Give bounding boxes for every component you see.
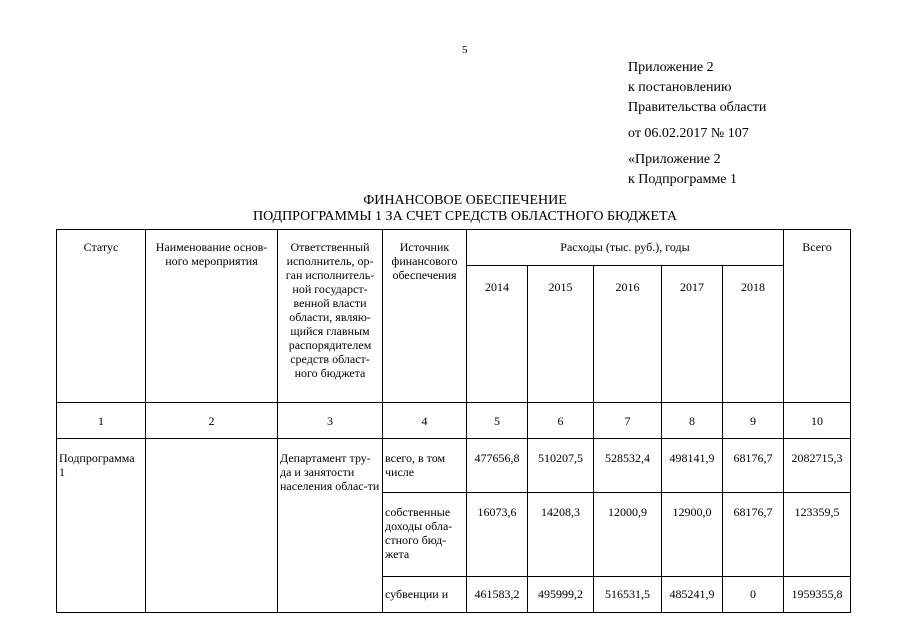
total-cell: 123359,5 xyxy=(784,493,851,577)
appendix-line: от 06.02.2017 № 107 xyxy=(628,126,749,141)
column-number: 8 xyxy=(662,403,723,439)
column-number: 2 xyxy=(146,403,278,439)
year-header: 2015 xyxy=(528,266,594,403)
value-cell: 510207,5 xyxy=(528,439,594,493)
value-cell: 12900,0 xyxy=(662,493,723,577)
column-number: 4 xyxy=(383,403,467,439)
header-executor: Ответственный исполнитель, ор-ган исполнитель-ной государст-венной власти области, являю-щийся главным распорядителем средств област-ного бюджета xyxy=(278,230,383,403)
value-cell: 477656,8 xyxy=(467,439,528,493)
total-cell: 1959355,8 xyxy=(784,577,851,613)
value-cell: 16073,6 xyxy=(467,493,528,577)
year-header: 2018 xyxy=(723,266,784,403)
finance-table xyxy=(56,229,851,613)
value-cell: 68176,7 xyxy=(723,493,784,577)
column-number: 9 xyxy=(723,403,784,439)
header-status: Статус xyxy=(57,230,146,403)
column-number: 7 xyxy=(594,403,662,439)
document-title xyxy=(230,193,700,225)
value-cell: 14208,3 xyxy=(528,493,594,577)
appendix-line: Правительства области xyxy=(628,100,767,115)
appendix-line: к Подпрограмме 1 xyxy=(628,172,738,187)
activity-cell xyxy=(146,439,278,613)
status-cell: Подпрограмма 1 xyxy=(57,439,146,613)
header-total: Всего xyxy=(784,230,851,403)
value-cell: 498141,9 xyxy=(662,439,723,493)
source-cell: субвенции и xyxy=(383,577,467,613)
appendix-line: к постановлению xyxy=(628,80,732,95)
column-number: 10 xyxy=(784,403,851,439)
title-line: ФИНАНСОВОЕ ОБЕСПЕЧЕНИЕ xyxy=(363,193,567,208)
value-cell: 12000,9 xyxy=(594,493,662,577)
title-line: ПОДПРОГРАММЫ 1 ЗА СЧЕТ СРЕДСТВ ОБЛАСТНОГО БЮДЖЕТА xyxy=(253,209,677,224)
value-cell: 495999,2 xyxy=(528,577,594,613)
value-cell: 516531,5 xyxy=(594,577,662,613)
appendix-line: Приложение 2 xyxy=(628,60,714,75)
source-cell: всего, в том числе xyxy=(383,439,467,493)
value-cell: 528532,4 xyxy=(594,439,662,493)
value-cell: 0 xyxy=(723,577,784,613)
executor-cell: Департамент тру-да и занятости населения облас-ти xyxy=(278,439,383,613)
appendix-block xyxy=(628,58,766,190)
header-expenses: Расходы (тыс. руб.), годы xyxy=(467,230,784,266)
source-cell: собственные доходы обла-стного бюд-жета xyxy=(383,493,467,577)
year-header: 2014 xyxy=(467,266,528,403)
value-cell: 461583,2 xyxy=(467,577,528,613)
page-number: 5 xyxy=(462,44,468,56)
appendix-line: «Приложение 2 xyxy=(628,152,721,167)
column-number: 6 xyxy=(528,403,594,439)
value-cell: 68176,7 xyxy=(723,439,784,493)
header-source: Источник финансового обеспечения xyxy=(383,230,467,403)
column-number: 1 xyxy=(57,403,146,439)
year-header: 2016 xyxy=(594,266,662,403)
column-number: 5 xyxy=(467,403,528,439)
value-cell: 485241,9 xyxy=(662,577,723,613)
year-header: 2017 xyxy=(662,266,723,403)
header-activity: Наименование основ-ного мероприятия xyxy=(146,230,278,403)
total-cell: 2082715,3 xyxy=(784,439,851,493)
column-number: 3 xyxy=(278,403,383,439)
